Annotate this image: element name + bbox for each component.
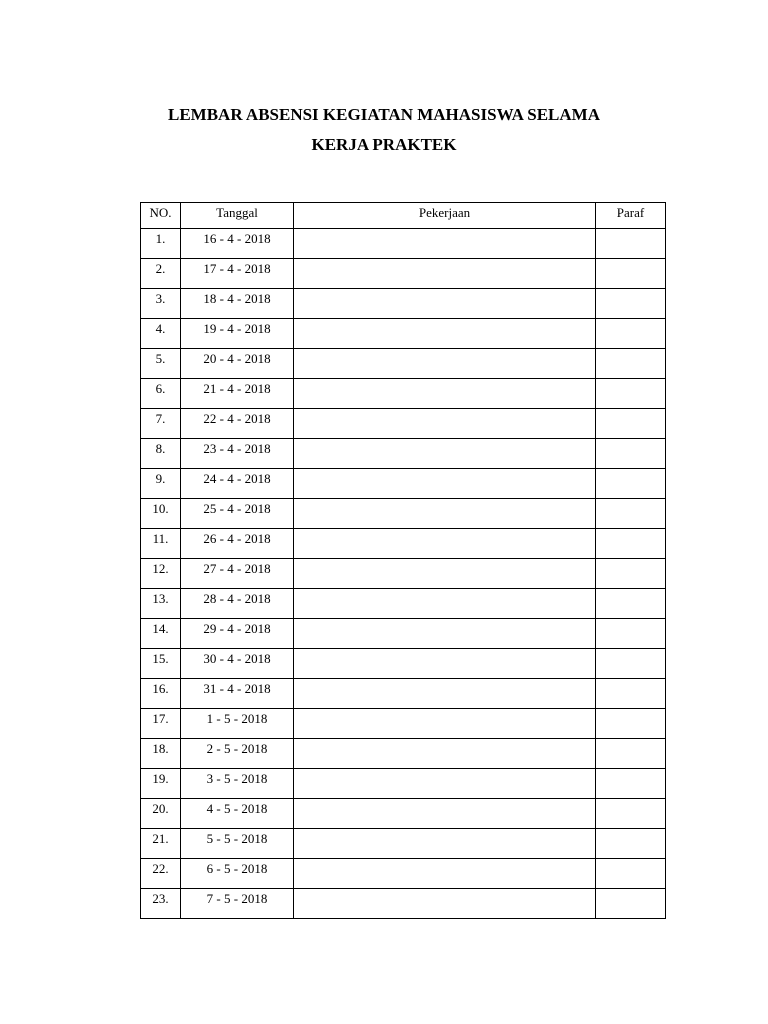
cell-no: 3.	[141, 289, 181, 319]
cell-paraf	[596, 349, 666, 379]
column-header-pekerjaan: Pekerjaan	[294, 203, 596, 229]
cell-pekerjaan	[294, 649, 596, 679]
cell-pekerjaan	[294, 499, 596, 529]
cell-no: 4.	[141, 319, 181, 349]
cell-pekerjaan	[294, 319, 596, 349]
table-row	[141, 379, 666, 409]
cell-pekerjaan	[294, 619, 596, 649]
cell-no: 10.	[141, 499, 181, 529]
cell-no: 19.	[141, 769, 181, 799]
cell-tanggal: 28 - 4 - 2018	[181, 589, 294, 619]
cell-paraf	[596, 649, 666, 679]
cell-tanggal: 2 - 5 - 2018	[181, 739, 294, 769]
cell-no: 9.	[141, 469, 181, 499]
table-row	[141, 409, 666, 439]
cell-pekerjaan	[294, 469, 596, 499]
cell-pekerjaan	[294, 439, 596, 469]
cell-paraf	[596, 289, 666, 319]
cell-no: 7.	[141, 409, 181, 439]
document-title-line-2: KERJA PRAKTEK	[311, 135, 457, 154]
cell-paraf	[596, 739, 666, 769]
cell-no: 12.	[141, 559, 181, 589]
table-row	[141, 499, 666, 529]
cell-no: 18.	[141, 739, 181, 769]
table-row	[141, 349, 666, 379]
table-row	[141, 469, 666, 499]
cell-no: 6.	[141, 379, 181, 409]
cell-pekerjaan	[294, 889, 596, 919]
cell-paraf	[596, 709, 666, 739]
column-header-paraf: Paraf	[596, 203, 666, 229]
cell-paraf	[596, 679, 666, 709]
cell-no: 22.	[141, 859, 181, 889]
cell-no: 1.	[141, 229, 181, 259]
cell-paraf	[596, 859, 666, 889]
cell-no: 14.	[141, 619, 181, 649]
cell-paraf	[596, 619, 666, 649]
cell-tanggal: 4 - 5 - 2018	[181, 799, 294, 829]
cell-tanggal: 30 - 4 - 2018	[181, 649, 294, 679]
document-title-line-1: LEMBAR ABSENSI KEGIATAN MAHASISWA SELAMA	[167, 105, 600, 124]
cell-paraf	[596, 769, 666, 799]
attendance-table	[140, 202, 666, 919]
cell-paraf	[596, 319, 666, 349]
table-row	[141, 649, 666, 679]
cell-no: 15.	[141, 649, 181, 679]
cell-no: 16.	[141, 679, 181, 709]
table-row	[141, 559, 666, 589]
cell-tanggal: 3 - 5 - 2018	[181, 769, 294, 799]
cell-paraf	[596, 499, 666, 529]
header-row	[141, 203, 666, 229]
table-row	[141, 229, 666, 259]
table-row	[141, 529, 666, 559]
attendance-table-header	[141, 203, 666, 229]
cell-tanggal: 22 - 4 - 2018	[181, 409, 294, 439]
table-row	[141, 769, 666, 799]
cell-pekerjaan	[294, 589, 596, 619]
cell-pekerjaan	[294, 859, 596, 889]
cell-tanggal: 27 - 4 - 2018	[181, 559, 294, 589]
cell-pekerjaan	[294, 559, 596, 589]
cell-paraf	[596, 559, 666, 589]
cell-tanggal: 29 - 4 - 2018	[181, 619, 294, 649]
table-row	[141, 799, 666, 829]
cell-paraf	[596, 379, 666, 409]
cell-tanggal: 7 - 5 - 2018	[181, 889, 294, 919]
table-row	[141, 859, 666, 889]
cell-paraf	[596, 799, 666, 829]
table-row	[141, 739, 666, 769]
cell-tanggal: 1 - 5 - 2018	[181, 709, 294, 739]
cell-tanggal: 17 - 4 - 2018	[181, 259, 294, 289]
table-row	[141, 319, 666, 349]
cell-no: 5.	[141, 349, 181, 379]
cell-tanggal: 16 - 4 - 2018	[181, 229, 294, 259]
cell-pekerjaan	[294, 289, 596, 319]
cell-tanggal: 31 - 4 - 2018	[181, 679, 294, 709]
cell-tanggal: 5 - 5 - 2018	[181, 829, 294, 859]
table-row	[141, 889, 666, 919]
cell-tanggal: 24 - 4 - 2018	[181, 469, 294, 499]
cell-tanggal: 20 - 4 - 2018	[181, 349, 294, 379]
table-row	[141, 439, 666, 469]
column-header-tanggal: Tanggal	[181, 203, 294, 229]
cell-tanggal: 6 - 5 - 2018	[181, 859, 294, 889]
cell-no: 17.	[141, 709, 181, 739]
cell-paraf	[596, 259, 666, 289]
cell-tanggal: 21 - 4 - 2018	[181, 379, 294, 409]
table-row	[141, 259, 666, 289]
table-row	[141, 829, 666, 859]
cell-paraf	[596, 589, 666, 619]
cell-no: 13.	[141, 589, 181, 619]
cell-no: 21.	[141, 829, 181, 859]
cell-pekerjaan	[294, 799, 596, 829]
cell-tanggal: 25 - 4 - 2018	[181, 499, 294, 529]
cell-pekerjaan	[294, 529, 596, 559]
cell-tanggal: 19 - 4 - 2018	[181, 319, 294, 349]
column-header-no: NO.	[141, 203, 181, 229]
cell-no: 23.	[141, 889, 181, 919]
table-row	[141, 709, 666, 739]
table-row	[141, 619, 666, 649]
cell-pekerjaan	[294, 259, 596, 289]
cell-tanggal: 26 - 4 - 2018	[181, 529, 294, 559]
cell-pekerjaan	[294, 349, 596, 379]
cell-tanggal: 23 - 4 - 2018	[181, 439, 294, 469]
cell-no: 2.	[141, 259, 181, 289]
cell-pekerjaan	[294, 379, 596, 409]
cell-pekerjaan	[294, 709, 596, 739]
cell-paraf	[596, 409, 666, 439]
cell-pekerjaan	[294, 679, 596, 709]
cell-pekerjaan	[294, 739, 596, 769]
cell-pekerjaan	[294, 409, 596, 439]
cell-pekerjaan	[294, 229, 596, 259]
attendance-table-body	[141, 229, 666, 919]
table-row	[141, 589, 666, 619]
cell-paraf	[596, 469, 666, 499]
cell-paraf	[596, 829, 666, 859]
cell-no: 20.	[141, 799, 181, 829]
table-row	[141, 289, 666, 319]
cell-pekerjaan	[294, 769, 596, 799]
cell-no: 11.	[141, 529, 181, 559]
cell-paraf	[596, 889, 666, 919]
cell-pekerjaan	[294, 829, 596, 859]
cell-tanggal: 18 - 4 - 2018	[181, 289, 294, 319]
table-row	[141, 679, 666, 709]
cell-paraf	[596, 439, 666, 469]
cell-paraf	[596, 529, 666, 559]
cell-paraf	[596, 229, 666, 259]
cell-no: 8.	[141, 439, 181, 469]
